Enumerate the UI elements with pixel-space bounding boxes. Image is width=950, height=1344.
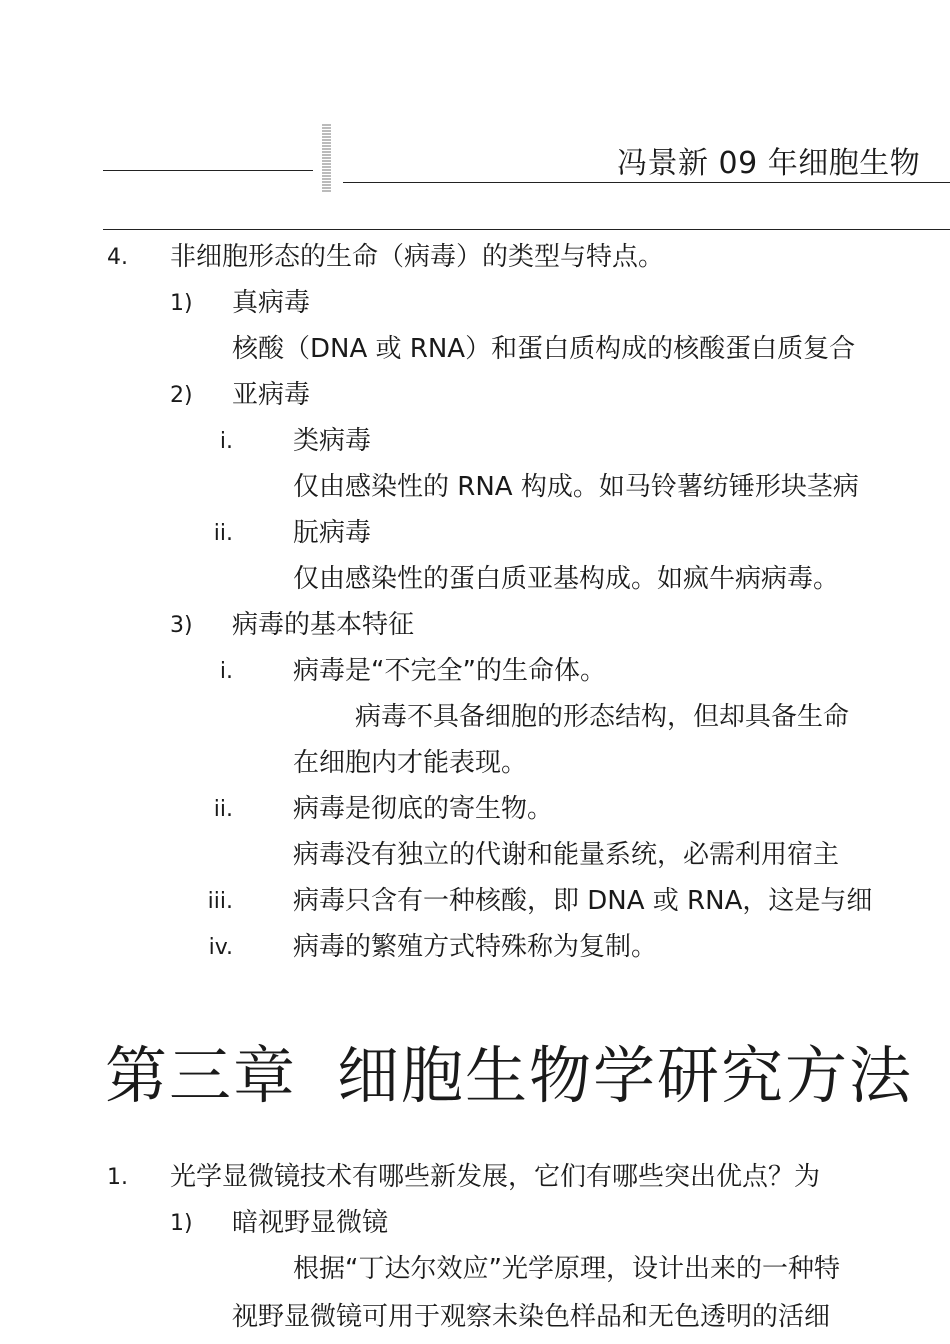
q1-text: 光学显微镜技术有哪些新发展，它们有哪些突出优点？为 — [170, 1162, 821, 1192]
header-rule-left — [103, 170, 313, 171]
q4-sub1-number: 1) — [170, 291, 193, 316]
q4-sub2-item1-title: 类病毒 — [293, 426, 372, 456]
q4-sub3-number: 3) — [170, 613, 193, 638]
chapter-title: 细胞生物学研究方法 — [337, 1039, 914, 1112]
q4-number: 4. — [107, 245, 128, 270]
q4-sub3-item4-title: 病毒的繁殖方式特殊称为复制。 — [293, 932, 658, 962]
q4-sub3-item4-number: iv. — [208, 935, 233, 960]
q4-sub2-title: 亚病毒 — [232, 380, 311, 410]
header-rule-right — [343, 182, 950, 183]
q4-sub2-item2-body: 仅由感染性的蛋白质亚基构成。如疯牛病病毒。 — [293, 564, 840, 594]
q4-sub3-item2-body: 病毒没有独立的代谢和能量系统，必需利用宿主 — [293, 840, 840, 870]
q4-sub2-item2-number: ii. — [213, 521, 233, 546]
q1-sub1-number: 1) — [170, 1211, 193, 1236]
q4-sub3-item2-title: 病毒是彻底的寄生物。 — [293, 794, 554, 824]
header-title: 冯景新 09 年细胞生物 — [617, 146, 921, 181]
q4-sub3-title: 病毒的基本特征 — [232, 610, 415, 640]
q4-sub2-item1-number: i. — [219, 429, 233, 454]
q4-sub1-title: 真病毒 — [232, 288, 311, 318]
top-rule — [103, 229, 950, 230]
q4-sub2-number: 2) — [170, 383, 193, 408]
q4-sub3-item1-title: 病毒是“不完全”的生命体。 — [293, 656, 606, 686]
q4-sub1-body: 核酸（DNA 或 RNA）和蛋白质构成的核酸蛋白质复合 — [232, 334, 856, 364]
q4-sub3-item1-body-line2: 在细胞内才能表现。 — [293, 748, 528, 778]
q4-sub2-item1-body: 仅由感染性的 RNA 构成。如马铃薯纺锤形块茎病 — [293, 472, 859, 502]
header-separator — [322, 124, 331, 192]
chapter-heading — [105, 1036, 913, 1116]
q4-sub3-item1-body-line1: 病毒不具备细胞的形态结构，但却具备生命 — [355, 702, 850, 732]
q1-sub1-title: 暗视野显微镜 — [232, 1208, 389, 1238]
q4-sub3-item3-number: iii. — [207, 889, 233, 914]
q4-sub3-item3-title: 病毒只含有一种核酸，即 DNA 或 RNA，这是与细 — [293, 886, 873, 916]
q4-text: 非细胞形态的生命（病毒）的类型与特点。 — [170, 242, 665, 272]
q1-number: 1. — [107, 1165, 128, 1190]
q4-sub3-item2-number: ii. — [213, 797, 233, 822]
q1-sub1-body-line1: 根据“丁达尔效应”光学原理，设计出来的一种特 — [293, 1254, 840, 1284]
chapter-label: 第三章 — [105, 1039, 298, 1112]
q4-sub3-item1-number: i. — [219, 659, 233, 684]
q4-sub2-item2-title: 朊病毒 — [293, 518, 372, 548]
q1-sub1-body-line2: 视野显微镜可用于观察未染色样品和无色透明的活细 — [232, 1302, 831, 1332]
